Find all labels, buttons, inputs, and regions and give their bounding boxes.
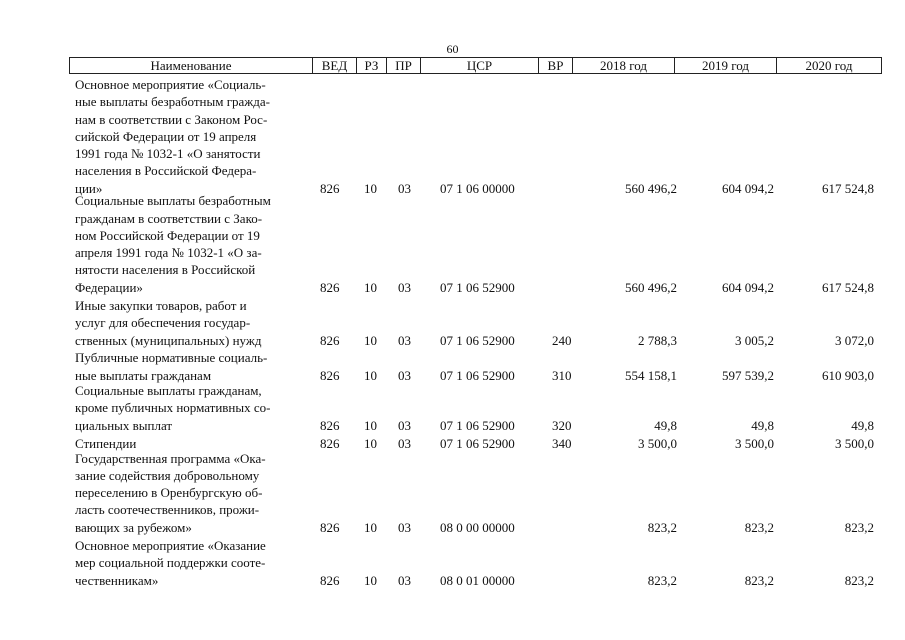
row-name-line: вающих за рубежом» <box>75 519 192 535</box>
row-name-line: апреля 1991 года № 1032-1 «О за- <box>75 245 262 261</box>
cell-y2019: 823,2 <box>744 572 774 588</box>
row-name-line: ном Российской Федерации от 19 <box>75 227 260 243</box>
row-name-line: Стипендии <box>75 435 137 451</box>
cell-ved: 826 <box>320 279 340 295</box>
cell-vr: 340 <box>552 435 572 451</box>
row-name-line: ласть соотечественников, прожи- <box>75 502 260 518</box>
row-name-line: Социальные выплаты безработным <box>75 193 271 209</box>
header-2019: 2019 год <box>675 58 777 74</box>
row-name-line: населения в Российской Федера- <box>75 163 257 179</box>
row-name-line: 1991 года № 1032-1 «О занятости <box>75 146 261 162</box>
cell-rz: 10 <box>364 417 377 433</box>
cell-rz: 10 <box>364 572 377 588</box>
cell-csr: 07 1 06 52900 <box>440 332 515 348</box>
row-name-line: ные выплаты гражданам <box>75 367 212 383</box>
cell-y2019: 3 500,0 <box>735 435 774 451</box>
cell-rz: 10 <box>364 180 377 196</box>
row-name <box>75 537 307 589</box>
cell-csr: 08 0 00 00000 <box>440 519 515 535</box>
row-name-line: Основное мероприятие «Социаль- <box>75 76 266 92</box>
cell-rz: 10 <box>364 519 377 535</box>
row-name-line: переселению в Оренбургскую об- <box>75 485 263 501</box>
cell-y2018: 560 496,2 <box>625 279 677 295</box>
cell-ved: 826 <box>320 367 340 383</box>
header-pr: ПР <box>387 58 421 74</box>
cell-pr: 03 <box>398 279 411 295</box>
cell-ved: 826 <box>320 435 340 451</box>
cell-y2020: 617 524,8 <box>822 279 874 295</box>
cell-y2019: 49,8 <box>751 417 774 433</box>
row-name-line: услуг для обеспечения государ- <box>75 315 251 331</box>
cell-y2019: 597 539,2 <box>722 367 774 383</box>
page-number: 60 <box>446 42 459 56</box>
row-name-line: циальных выплат <box>75 417 173 433</box>
cell-vr: 320 <box>552 417 572 433</box>
cell-pr: 03 <box>398 367 411 383</box>
cell-y2019: 3 005,2 <box>735 332 774 348</box>
header-name: Наименование <box>70 58 313 74</box>
row-name-line: ные выплаты безработным гражда- <box>75 94 270 110</box>
cell-ved: 826 <box>320 332 340 348</box>
row-name-line: кроме публичных нормативных со- <box>75 400 271 416</box>
cell-pr: 03 <box>398 572 411 588</box>
cell-y2020: 823,2 <box>844 519 874 535</box>
header-csr: ЦСР <box>421 58 539 74</box>
cell-y2020: 823,2 <box>844 572 874 588</box>
cell-y2018: 2 788,3 <box>638 332 677 348</box>
cell-pr: 03 <box>398 332 411 348</box>
cell-rz: 10 <box>364 367 377 383</box>
cell-y2019: 604 094,2 <box>722 279 774 295</box>
row-name-line: чественникам» <box>75 572 159 588</box>
row-name-line: Иные закупки товаров, работ и <box>75 298 247 314</box>
row-name-line: Федерации» <box>75 279 143 295</box>
header-vr: ВР <box>539 58 573 74</box>
cell-csr: 07 1 06 52900 <box>440 417 515 433</box>
cell-csr: 07 1 06 52900 <box>440 367 515 383</box>
cell-ved: 826 <box>320 519 340 535</box>
cell-csr: 07 1 06 52900 <box>440 279 515 295</box>
cell-y2020: 617 524,8 <box>822 180 874 196</box>
row-name-line: зание содействия добровольному <box>75 467 260 483</box>
row-name-line: гражданам в соответствии с Зако- <box>75 210 263 226</box>
cell-ved: 826 <box>320 572 340 588</box>
cell-rz: 10 <box>364 279 377 295</box>
row-name-line: сийской Федерации от 19 апреля <box>75 128 257 144</box>
cell-csr: 07 1 06 00000 <box>440 180 515 196</box>
row-name-line: Основное мероприятие «Оказание <box>75 538 266 554</box>
cell-y2019: 604 094,2 <box>722 180 774 196</box>
header-ved: ВЕД <box>313 58 357 74</box>
cell-rz: 10 <box>364 435 377 451</box>
cell-y2020: 3 072,0 <box>835 332 874 348</box>
cell-rz: 10 <box>364 332 377 348</box>
row-name-line: Социальные выплаты гражданам, <box>75 383 262 399</box>
cell-y2020: 610 903,0 <box>822 367 874 383</box>
cell-ved: 826 <box>320 180 340 196</box>
row-name-line: мер социальной поддержки сооте- <box>75 555 266 571</box>
cell-y2018: 823,2 <box>647 572 677 588</box>
cell-y2018: 560 496,2 <box>625 180 677 196</box>
cell-pr: 03 <box>398 180 411 196</box>
cell-y2020: 49,8 <box>851 417 874 433</box>
row-name-line: ции» <box>75 180 103 196</box>
header-2020: 2020 год <box>777 58 882 74</box>
row-name-line: нам в соответствии с Законом Рос- <box>75 111 268 127</box>
cell-y2018: 49,8 <box>654 417 677 433</box>
cell-pr: 03 <box>398 417 411 433</box>
cell-vr: 240 <box>552 332 572 348</box>
row-name-line: ственных (муниципальных) нужд <box>75 332 262 348</box>
cell-y2018: 3 500,0 <box>638 435 677 451</box>
cell-ved: 826 <box>320 417 340 433</box>
cell-pr: 03 <box>398 435 411 451</box>
cell-y2018: 823,2 <box>647 519 677 535</box>
header-rz: РЗ <box>357 58 387 74</box>
cell-pr: 03 <box>398 519 411 535</box>
cell-vr: 310 <box>552 367 572 383</box>
cell-y2020: 3 500,0 <box>835 435 874 451</box>
row-name-line: Государственная программа «Ока- <box>75 450 266 466</box>
cell-csr: 07 1 06 52900 <box>440 435 515 451</box>
row-name-line: Публичные нормативные социаль- <box>75 350 268 366</box>
cell-y2019: 823,2 <box>744 519 774 535</box>
header-2018: 2018 год <box>573 58 675 74</box>
cell-csr: 08 0 01 00000 <box>440 572 515 588</box>
cell-y2018: 554 158,1 <box>625 367 677 383</box>
row-name-line: нятости населения в Российской <box>75 262 256 278</box>
